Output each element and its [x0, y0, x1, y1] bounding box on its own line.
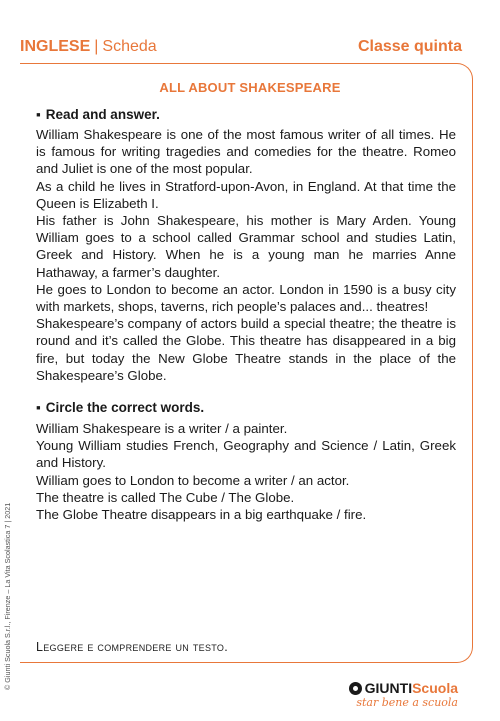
skill-note: Leggere e comprendere un testo.: [36, 640, 228, 654]
publisher-logo: [349, 680, 458, 709]
exercise-line: Young William studies French, Geography and Science / Latin, Greek and History.: [36, 438, 456, 471]
sheet-kind: Scheda: [102, 38, 157, 55]
logo-brand: [349, 680, 458, 696]
section-read-heading-text: Read and answer.: [45, 107, 160, 122]
paragraph: William Shakespeare is one of the most famous writer of all times. He is famous for writing tragedies and comedies for the theatre. Romeo and Juliet is one of the most popular.: [36, 127, 456, 177]
page-title: ALL ABOUT SHAKESPEARE: [159, 80, 341, 95]
subject: INGLESE: [20, 38, 91, 55]
section-circle-heading: [36, 400, 204, 415]
exercise-lines: [36, 420, 456, 523]
logo-tagline: star bene a scuola: [356, 696, 458, 709]
class-level: Classe quinta: [357, 38, 462, 55]
paragraph: His father is John Shakespeare, his mother is Mary Arden. Young William goes to a school called Grammar school and studies Latin, Greek and History. When he is a young man he marries Anne Hathaway, a farmer’s daughter.: [36, 213, 456, 280]
section-circle-heading-text: Circle the correct words.: [45, 400, 205, 415]
giunti-g-icon: [349, 682, 362, 695]
subject-label: [20, 38, 157, 56]
logo-brand-a: GIUNTI: [364, 680, 413, 696]
copyright-note: © Giunti Scuola S.r.l., Firenze – La Vita Scolastica 7 | 2021: [3, 502, 12, 690]
card-top-line: [20, 63, 50, 64]
reading-text: [36, 126, 456, 384]
exercise-line: William goes to London to become a writer / an actor.: [36, 472, 350, 488]
header-separator: |: [94, 38, 99, 55]
page-header: [20, 36, 462, 58]
exercise-line: The theatre is called The Cube / The Globe.: [36, 489, 295, 505]
logo-brand-b: Scuola: [412, 680, 458, 696]
exercise-line: William Shakespeare is a writer / a painter.: [36, 421, 288, 436]
bullet-icon: ▪: [36, 400, 41, 415]
section-read-heading: [36, 107, 160, 122]
bullet-icon: ▪: [36, 107, 41, 122]
exercise-line: The Globe Theatre disappears in a big earthquake / fire.: [36, 507, 367, 523]
paragraph: As a child he lives in Stratford-upon-Avon, in England. At that time the Queen is Elizabeth I.: [36, 178, 456, 211]
paragraph: Shakespeare’s company of actors build a special theatre; the theatre is round and it’s called the Globe. This theatre has disappeared in a big fire, but today the New Globe Theatre stands in the place of the Shakespeare’s Globe.: [36, 316, 456, 383]
paragraph: He goes to London to become an actor. London in 1590 is a busy city with markets, shops, taverns, rich people’s palaces and... theatres!: [36, 281, 456, 315]
